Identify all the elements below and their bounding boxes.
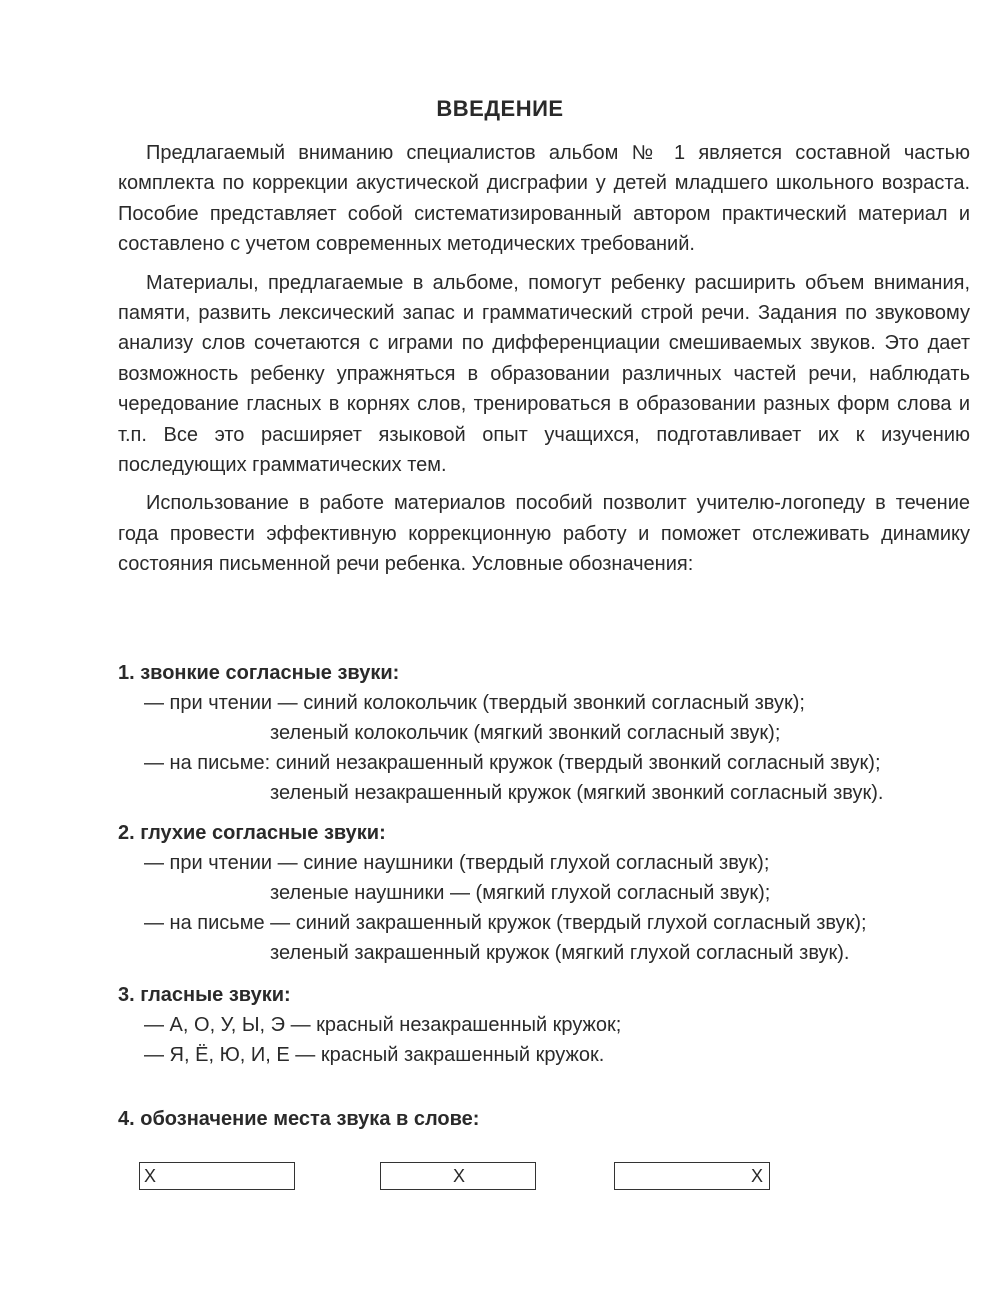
legend-line: — при чтении — синий колокольчик (твердый звонкий согласный звук); [144, 692, 805, 714]
position-box-middle [380, 1162, 536, 1190]
position-mark-middle: Х [453, 1166, 466, 1186]
legend-line: зеленый колокольчик (мягкий звонкий согласный звук); [270, 722, 781, 744]
position-mark-start: Х [144, 1166, 157, 1186]
legend-line: — на письме: синий незакрашенный кружок (твердый звонкий согласный звук); [144, 752, 881, 774]
legend-line: зеленые наушники — (мягкий глухой согласный звук); [270, 882, 771, 904]
legend-line: — А, О, У, Ы, Э — красный незакрашенный кружок; [144, 1014, 622, 1036]
intro-text [118, 138, 970, 588]
position-mark-end: Х [750, 1166, 763, 1186]
legend-line: зеленый незакрашенный кружок (мягкий звонкий согласный звук). [270, 782, 884, 804]
page-title: ВВЕДЕНИЕ [436, 96, 564, 121]
section-heading-voiced: 1. звонкие согласные звуки: [118, 662, 400, 684]
position-box-start [139, 1162, 295, 1190]
section-heading-voiceless: 2. глухие согласные звуки: [118, 822, 386, 844]
paragraph-materials: Материалы, предлагаемые в альбоме, помогут ребенку расширить объем внимания, памяти, развить лексический запас и грамматический строй речи. Задания по звуковому анализу слов сочетаются с играми по дифференциации смешиваемых звуков. Это дает возможность ребенку упражняться в образовании различных частей речи, наблюдать чередование гласных в корнях слов, тренироваться в образовании разных форм слова и т.п. Все это расширяет языковой опыт учащихся, подготавливает их к изучению последующих грамматических тем. [118, 271, 970, 477]
section-heading-position: 4. обозначение места звука в слове: [118, 1108, 480, 1130]
legend-line: — Я, Ё, Ю, И, Е — красный закрашенный кружок. [144, 1044, 605, 1066]
paragraph-intro: Предлагаемый вниманию специалистов альбом № 1 является составной частью комплекта по коррекции акустической дисграфии у детей младшего школьного возраста. Пособие представляет собой систематизированный автором практический материал и составлено с учетом современных методических требований. [118, 142, 970, 256]
legend-line: — на письме — синий закрашенный кружок (твердый глухой согласный звук); [144, 912, 867, 934]
paragraph-usage: Использование в работе материалов пособий позволит учителю-логопеду в течение года провести эффективную коррекционную работу и поможет отслеживать динамику состояния письменной речи ребенка. Условные обозначения: [118, 492, 970, 576]
legend-line: зеленый закрашенный кружок (мягкий глухой согласный звук). [270, 942, 850, 964]
legend-line: — при чтении — синие наушники (твердый глухой согласный звук); [144, 852, 770, 874]
position-box-end [614, 1162, 770, 1190]
section-heading-vowels: 3. гласные звуки: [118, 984, 291, 1006]
